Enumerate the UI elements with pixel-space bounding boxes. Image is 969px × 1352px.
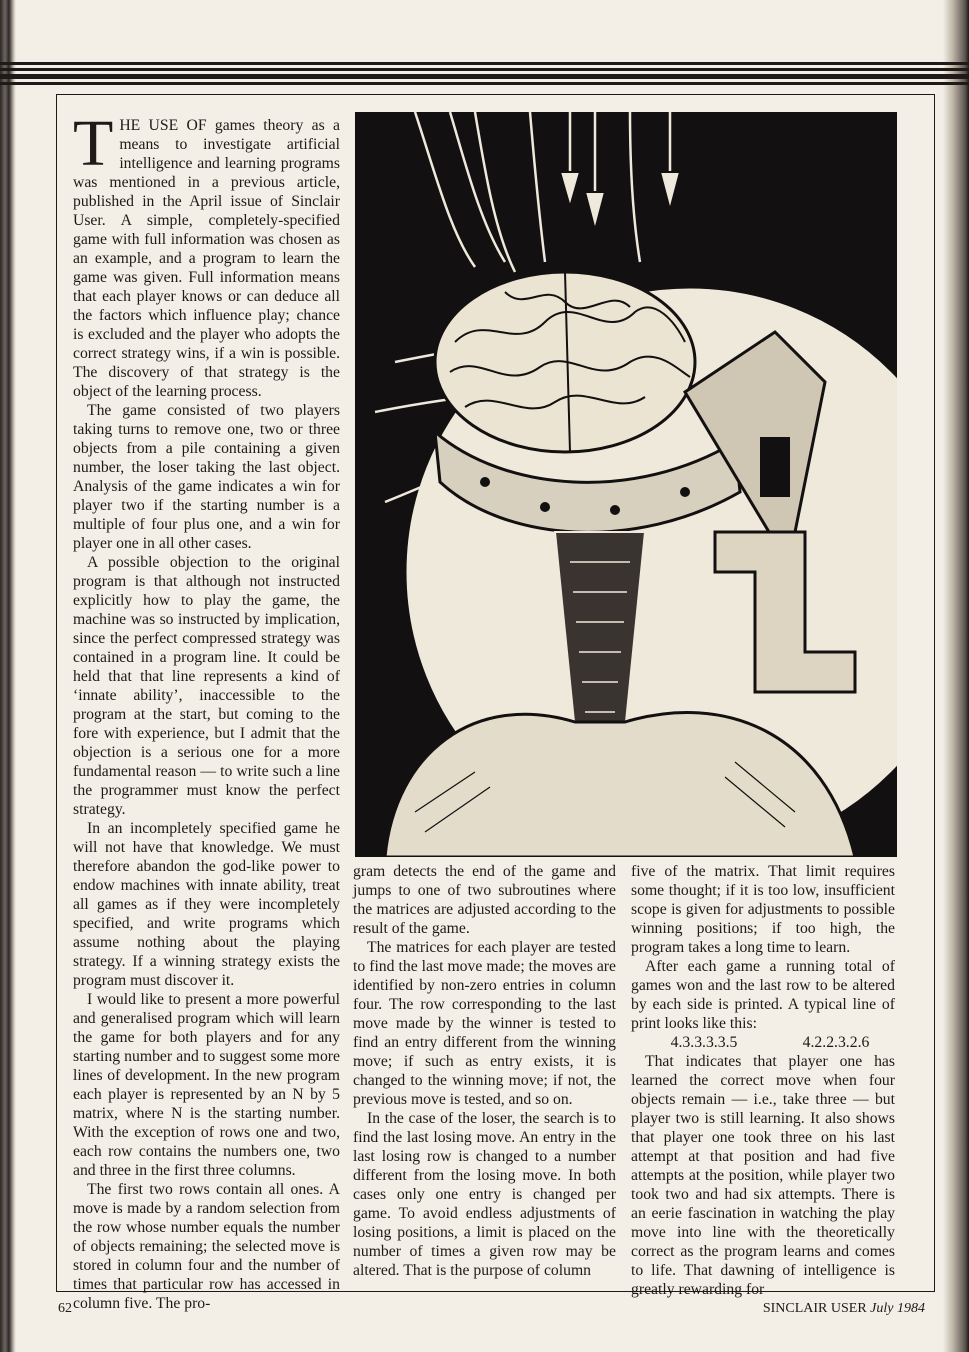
- paragraph: The matrices for each player are tested to find the last move made; the moves are identified by non-zero entries in column four. The row corresponding to the last move made by the winner is tested to find an entry different from the winning move; if such as entry exists, it is changed to the winning move; if not, the previous move is tested, and so on.: [353, 939, 616, 1108]
- paragraph: A possible objection to the original program is that although not instructed explicitly how to play the game, the machine was so instructed by implication, since the perfect compressed strategy was contained in a program line. It could be held that that line represents a kind of ‘innate ability’, inaccessible to the program at the start, but coming to the fore with experience, but I admit that the objection is a serious one for a more fundamental reason — to write such a line the programmer must know the perfect strategy.: [73, 554, 340, 818]
- paragraph: The first two rows contain all ones. A move is made by a random selection from the row whose number equals the number of objects remaining; the selected move is stored in column four and the number of times that particular row has accessed in column five. The pro-: [73, 1181, 340, 1312]
- paragraph: gram detects the end of the game and jumps to one of two subroutines where the matrices are adjusted according to the result of the game.: [353, 863, 616, 937]
- drop-cap: T: [73, 107, 114, 180]
- paragraph: After each game a running total of games won and the last row to be altered by each side is printed. A typical line of print looks like this:: [631, 958, 895, 1032]
- sample-print-line: [631, 1033, 895, 1052]
- paragraph: That indicates that player one has learned the correct move when four objects remain — i.e., take three — but player two is still learning. It also shows that player one took three on his last attempt at that position and had five attempts at the position, while player two took two and had six attempts. There is an eerie fascination in watching the play move into line with the theoretically correct as the program learns and comes to life. That dawning of intelligence is greatly rewarding for: [631, 1053, 895, 1298]
- article-column-3: [631, 862, 895, 1299]
- article-column-1: [73, 107, 340, 1313]
- paragraph: I would like to present a more powerful and generalised program which will learn the game for both players and for any starting number and to suggest some more lines of development. In the new program each player is represented by an N by 5 matrix, where N is the starting number. With the exception of rows one and two, each row contains the numbers one, two and three in the first three columns.: [73, 991, 340, 1179]
- robot-brain-illustration: [355, 112, 897, 857]
- sample-player-two: 4.2.2.3.2.6: [802, 1034, 870, 1051]
- paragraph: In an incompletely specified game he will not have that knowledge. We must therefore abandon the god-like power to endow machines with innate ability, treat all games as if they were incompletely specified, and write programs which assume nothing about the playing strategy. If a winning strategy exists the program must discover it.: [73, 820, 340, 989]
- paragraph: In the case of the loser, the search is to find the last losing move. An entry in the last losing row is changed to a number different from the losing move. In both cases only one entry is changed per game. To avoid endless adjustments of losing positions, a limit is placed on the number of times a given row may be altered. That is the purpose of column: [353, 1110, 616, 1279]
- sample-player-one: 4.3.3.3.3.5: [670, 1034, 738, 1051]
- magazine-footer: [763, 1301, 925, 1317]
- page-binding-shadow: [0, 0, 16, 1352]
- issue-date: July 1984: [870, 1301, 925, 1316]
- header-rules: [0, 62, 969, 88]
- paragraph: The game consisted of two players taking turns to remove one, two or three objects from a pile containing a given number, the loser taking the last object. Analysis of the game indicates a win for player two if the starting number is a multiple of four plus one, and a win for player one in all other cases.: [73, 402, 340, 552]
- magazine-name: SINCLAIR USER: [762, 1301, 867, 1316]
- page-number: 62: [58, 1301, 72, 1316]
- paragraph: five of the matrix. That limit requires some thought; if it is too low, insufficient scope is given for adjustments to possible winning positions; if too high, the program takes a long time to learn.: [631, 863, 895, 956]
- paragraph: THE USE OF games theory as a means to investigate artificial intelligence and learning programs was mentioned in a previous article, published in the April issue of Sinclair User. A simple, completely-specified game with full information was chosen as an example, and a program to learn the game was given. Full information means that each player knows or can deduce all the factors which influence play; chance is excluded and the player who adopts the correct strategy wins, if a win is possible. The discovery of that strategy is the object of the learning process.: [73, 107, 340, 400]
- next-page-edge: [943, 0, 969, 1352]
- article-column-2: [353, 862, 616, 1280]
